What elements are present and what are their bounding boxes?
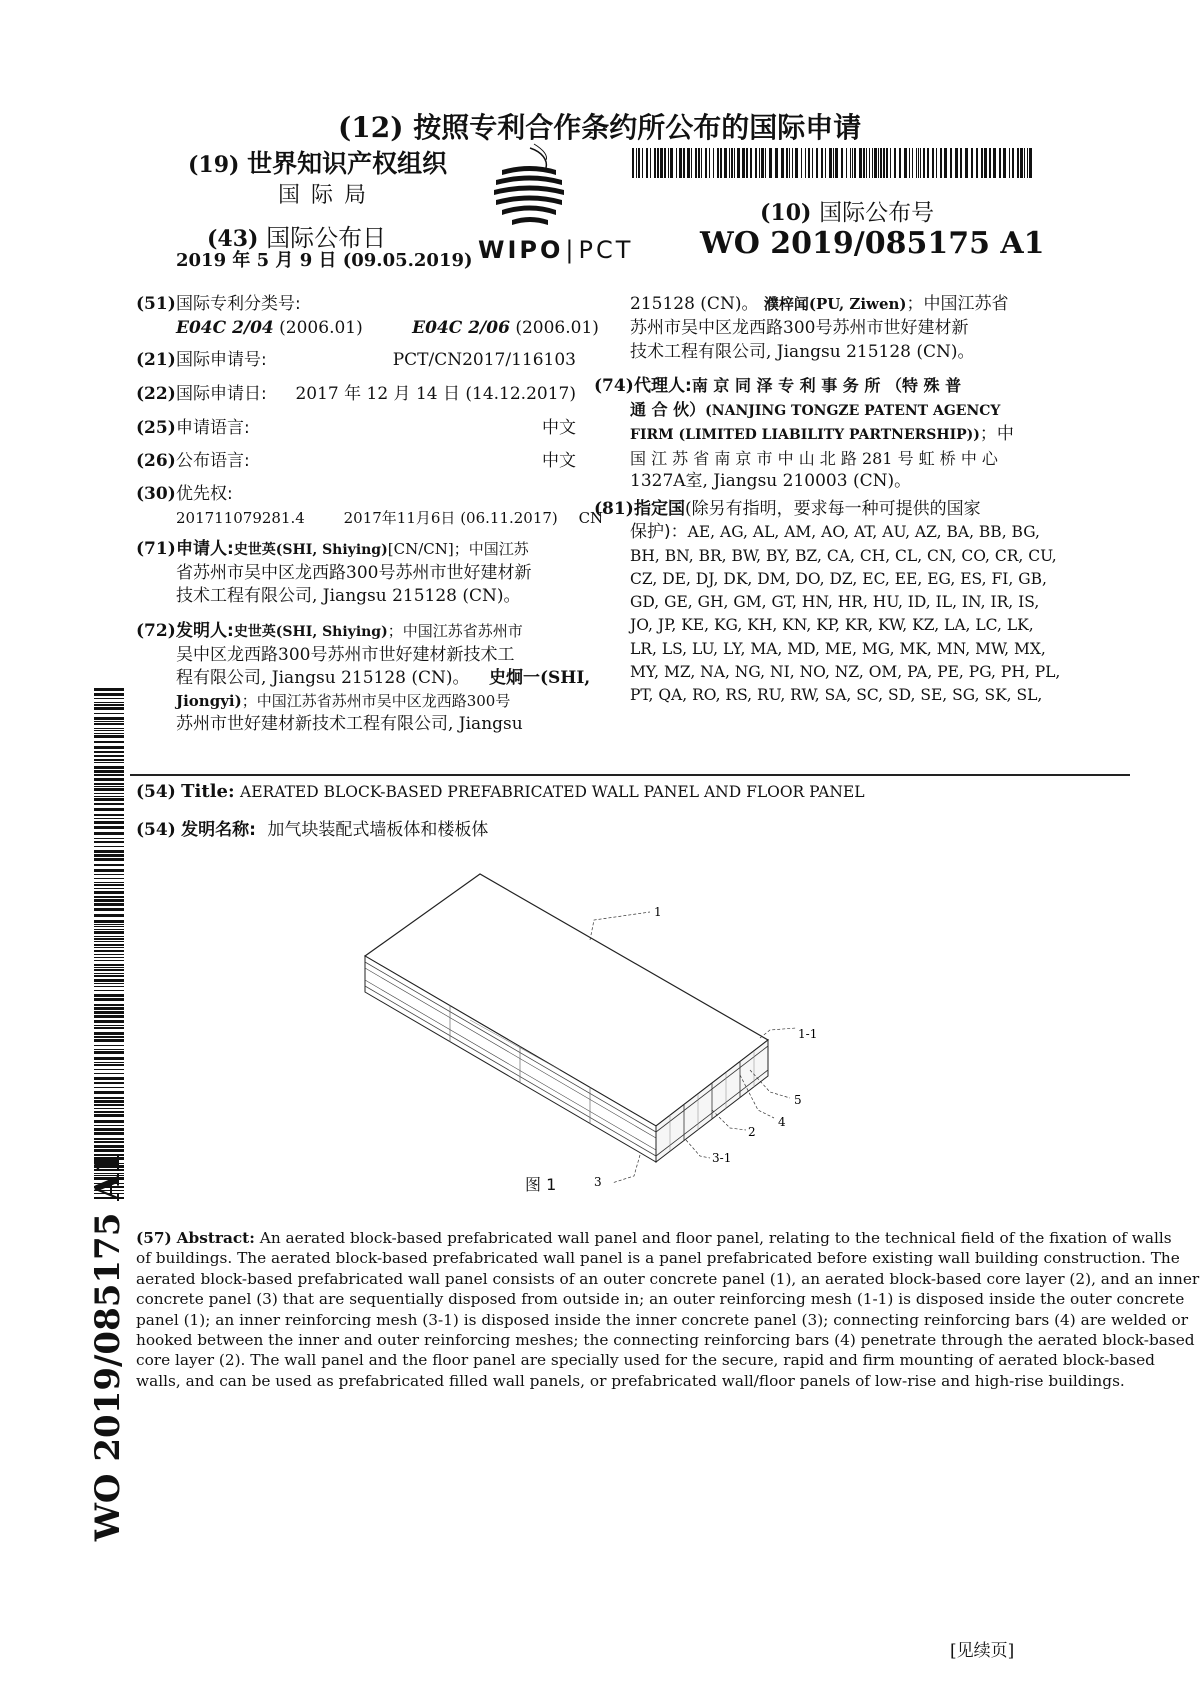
field-81-code: (81) — [594, 499, 634, 519]
agent-line-3a: FIRM (LIMITED LIABILITY PARTNERSHIP)) — [630, 427, 980, 443]
designated-line-1: (除另有指明，要求每一种可提供的国家 — [685, 499, 981, 519]
title-cn-label: 发明名称: — [181, 820, 256, 840]
field-72-code: (72) — [136, 621, 176, 641]
field-51 — [136, 292, 576, 316]
field-30 — [136, 482, 576, 506]
pubno-code: (10) — [760, 200, 812, 226]
pubdate-value: 2019 年 5 月 9 日 (09.05.2019) — [176, 250, 473, 271]
field-71-label: 申请人: — [176, 539, 234, 559]
org-code: (19) — [188, 152, 240, 178]
inventor-line-3: 程有限公司, Jiangsu 215128 (CN)。 — [176, 668, 470, 688]
abstract-line: concrete panel (3) that are sequentially disposed from outside in; an outer reinforcing mesh (1-1) is disposed inside the outer concrete — [136, 1290, 1185, 1309]
designated-states-line: GD, GE, GH, GM, GT, HN, HR, HU, ID, IL, IN, IR, IS, — [630, 593, 1040, 612]
agent-line-1: 南 京 同 泽 专 利 事 务 所 （特 殊 普 — [691, 376, 962, 395]
pubdate-label: 国际公布日 — [266, 224, 387, 252]
inventor-line-5: 苏州市世好建材新技术工程有限公司, Jiangsu — [176, 714, 523, 734]
field-51-label: 国际专利分类号: — [176, 294, 301, 314]
title-value: AERATED BLOCK-BASED PREFABRICATED WALL PANEL AND FLOOR PANEL — [240, 783, 865, 801]
panel-figure — [350, 870, 850, 1200]
abstract-line: hooked between the inner and outer reinforcing meshes; the connecting reinforcing bars (4) penetrate through the aerated block-based — [136, 1331, 1195, 1350]
side-pubno: WO 2019/085175 A1 — [88, 1150, 128, 1542]
pct-wordmark: PCT — [578, 236, 634, 264]
inventor-continued — [630, 292, 1030, 364]
label-2: 2 — [748, 1125, 756, 1139]
wipo-pct-wordmark — [478, 236, 633, 264]
inventor-line-1: ；中国江苏省苏州市 — [387, 622, 523, 640]
ipc-class-2-year: (2006.01) — [515, 318, 599, 338]
field-21-code: (21) — [136, 350, 176, 370]
field-30-label: 优先权: — [176, 484, 233, 504]
agent-line-2b: (NANJING TONGZE PATENT AGENCY — [705, 403, 1001, 419]
inventor-line-4: ；中国江苏省苏州市吴中区龙西路300号 — [241, 692, 511, 710]
side-barcode — [94, 688, 124, 1200]
abstract-line: of buildings. The aerated block-based prefabricated wall panel is a panel prefabricated before existing wall building construction. The — [136, 1249, 1180, 1268]
label-4: 4 — [778, 1115, 786, 1129]
field-22-value: 2017 年 12 月 14 日 (14.12.2017) — [295, 384, 576, 404]
title-cn-value: 加气块装配式墙板体和楼板体 — [267, 820, 489, 840]
field-22-code: (22) — [136, 384, 176, 404]
cont-line-3: 技术工程有限公司, Jiangsu 215128 (CN)。 — [630, 342, 975, 362]
pubno-label: 国际公布号 — [819, 200, 935, 226]
wipo-globe-logo — [490, 140, 570, 235]
ipc-class-1: E04C 2/04 — [176, 318, 274, 338]
field-25 — [136, 416, 576, 440]
org-name: 世界知识产权组织 — [247, 149, 448, 178]
field-72 — [136, 620, 591, 736]
field-26 — [136, 449, 576, 473]
pubdate-code: (43) — [207, 226, 259, 252]
ipc-class-1-year: (2006.01) — [279, 318, 363, 338]
pubno-value: WO 2019/085175 A1 — [700, 226, 1045, 261]
inventor-2-name-a: 史炯一(SHI, — [488, 668, 591, 688]
top-barcode — [632, 148, 1030, 178]
title-en — [136, 780, 865, 804]
designated-states-line: CZ, DE, DJ, DK, DM, DO, DZ, EC, EE, EG, ES, FI, GB, — [630, 569, 1047, 588]
section-separator — [130, 774, 1130, 776]
designated-line-2a: 保护)： — [630, 522, 688, 543]
wipo-separator: | — [565, 236, 577, 264]
agent-line-2a: 通 合 伙） — [630, 400, 706, 419]
ipc-class-2: E04C 2/06 — [412, 318, 510, 338]
field-51-code: (51) — [136, 294, 176, 314]
field-81 — [594, 498, 1061, 708]
designated-line-2b: AE, AG, AL, AM, AO, AT, AU, AZ, BA, BB, BG, — [687, 523, 1040, 542]
priority-country: CN — [578, 509, 604, 527]
cont-line-1a: 215128 (CN)。 — [630, 294, 759, 314]
field-21-value: PCT/CN2017/116103 — [392, 350, 576, 370]
title-code: (54) — [136, 782, 176, 802]
pubno-label-block — [760, 194, 934, 227]
field-21-label: 国际申请号: — [176, 350, 267, 370]
designated-states-line: BH, BN, BR, BW, BY, BZ, CA, CH, CL, CN, CO, CR, CU, — [630, 546, 1057, 565]
org-sub: 国 际 局 — [278, 183, 368, 208]
label-1: 1 — [654, 905, 662, 919]
designated-states-line: MY, MZ, NA, NG, NI, NO, NZ, OM, PA, PE, PG, PH, PL, — [630, 663, 1061, 682]
inventor-line-2: 吴中区龙西路300号苏州市世好建材新技术工 — [176, 645, 515, 665]
label-3: 3 — [594, 1175, 602, 1189]
label-5: 5 — [794, 1093, 802, 1107]
field-25-value: 中文 — [542, 418, 576, 438]
priority-row — [176, 506, 604, 530]
field-81-label: 指定国 — [634, 499, 685, 519]
abstract-line: walls, and can be used as prefabricated filled wall panels, or prefabricated wall/floor panels of low-rise and high-rise buildings. — [136, 1371, 1125, 1390]
cont-line-1c: ；中国江苏省 — [906, 294, 1009, 314]
abstract-line: core layer (2). The wall panel and the floor panel are specially used for the secure, rapid and firm mounting of aerated block-based — [136, 1351, 1155, 1370]
doc-type-code: (12) — [338, 111, 404, 144]
designated-states — [594, 545, 1061, 708]
designated-states-line: JO, JP, KE, KG, KH, KN, KP, KR, KW, KZ, LA, LC, LK, — [630, 616, 1034, 635]
field-30-code: (30) — [136, 484, 176, 504]
applicant-line-3: 技术工程有限公司, Jiangsu 215128 (CN)。 — [176, 586, 521, 606]
applicant-line-2: 省苏州市吴中区龙西路300号苏州市世好建材新 — [176, 563, 532, 583]
designated-states-line: LR, LS, LU, LY, MA, MD, ME, MG, MK, MN, MW, MX, — [630, 639, 1046, 658]
cont-line-2: 苏州市吴中区龙西路300号苏州市世好建材新 — [630, 318, 969, 338]
figure-caption: 图 1 — [525, 1175, 557, 1194]
field-71 — [136, 538, 576, 608]
abstract-code: (57) — [136, 1229, 172, 1247]
title-cn — [136, 818, 488, 842]
label-3-1: 3-1 — [712, 1151, 732, 1165]
designated-states-line: PT, QA, RO, RS, RU, RW, SA, SC, SD, SE, SG, SK, SL, — [630, 686, 1043, 705]
field-26-label: 公布语言: — [176, 451, 250, 471]
agent-line-4: 国 江 苏 省 南 京 市 中 山 北 路 281 号 虹 桥 中 心 — [630, 449, 998, 468]
inventor-2-name-b: Jiongyi) — [176, 692, 242, 710]
wipo-wordmark: WIPO — [478, 236, 564, 264]
agent-line-3b: ；中 — [979, 424, 1014, 444]
field-22 — [136, 382, 576, 406]
priority-date: 2017年11月6日 (06.11.2017) — [343, 509, 558, 527]
field-74 — [594, 374, 1034, 493]
field-22-label: 国际申请日: — [176, 384, 267, 404]
continued-note: [见续页] — [950, 1641, 1015, 1661]
field-21 — [136, 348, 576, 372]
label-1-1: 1-1 — [798, 1027, 818, 1041]
field-25-code: (25) — [136, 418, 176, 438]
field-25-label: 申请语言: — [176, 418, 250, 438]
abstract-line: aerated block-based prefabricated wall panel consists of an outer concrete panel (1), an aerated block-based core layer (2), and an inner — [136, 1269, 1200, 1288]
abstract-label: Abstract: — [176, 1229, 255, 1247]
field-74-code: (74) — [594, 376, 634, 396]
field-26-code: (26) — [136, 451, 176, 471]
abstract-line: panel (1); an inner reinforcing mesh (3-1) is disposed inside the inner concrete panel (3); connecting reinforcing bars (4) are welded or — [136, 1310, 1189, 1329]
agent-line-5: 1327A室, Jiangsu 210003 (CN)。 — [630, 471, 912, 491]
inventor-3-name: 濮梓闻(PU, Ziwen) — [763, 295, 907, 313]
title-cn-code: (54) — [136, 820, 176, 840]
doc-type-heading — [338, 106, 861, 146]
field-51-values — [176, 316, 599, 340]
abstract — [136, 1228, 1200, 1391]
field-71-code: (71) — [136, 539, 176, 559]
applicant-name: 史世英(SHI, Shiying) — [233, 542, 388, 558]
inventor-1-name: 史世英(SHI, Shiying) — [233, 624, 388, 640]
field-74-label: 代理人: — [634, 376, 692, 396]
field-72-label: 发明人: — [176, 621, 234, 641]
abstract-line-1: An aerated block-based prefabricated wall panel and floor panel, relating to the technical field of the fixation of walls — [259, 1229, 1172, 1247]
applicant-line-1: [CN/CN]；中国江苏 — [387, 540, 529, 558]
field-26-value: 中文 — [542, 451, 576, 471]
org-block — [188, 144, 447, 180]
priority-number: 201711079281.4 — [176, 509, 305, 527]
title-label: Title: — [181, 781, 235, 802]
doc-type-text: 按照专利合作条约所公布的国际申请 — [413, 111, 862, 144]
